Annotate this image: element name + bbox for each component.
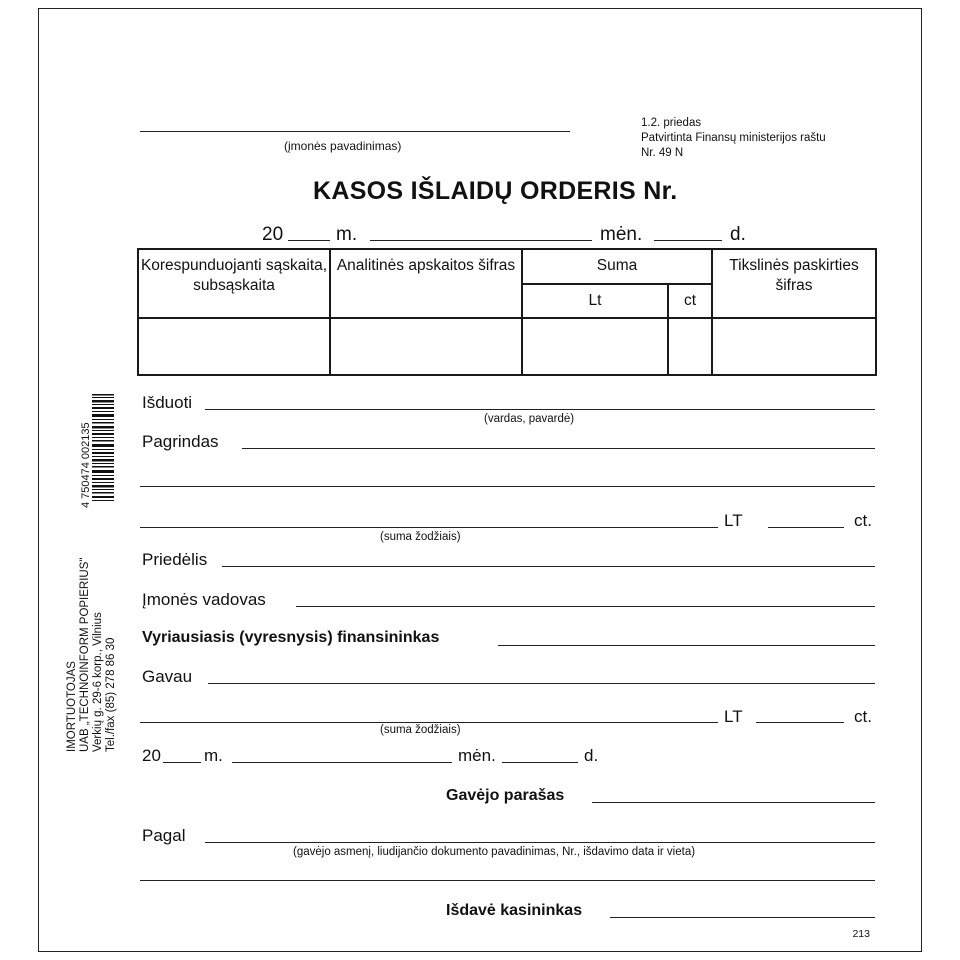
signature-label: Gavėjo parašas: [446, 787, 565, 804]
director-line[interactable]: [296, 606, 875, 607]
date2-year-prefix: 20: [142, 746, 161, 765]
issued-line[interactable]: [205, 409, 875, 410]
printer-address: Verkių g. 29-6 korp., Vilnius: [92, 612, 104, 752]
signature-line[interactable]: [592, 802, 875, 803]
number-ref-label: Nr. 49 N: [641, 147, 684, 159]
per-caption: (gavėjo asmenį, liudijančio dokumento pavadinimas, Nr., išdavimo data ir vieta): [293, 846, 696, 858]
sum-words-line[interactable]: [140, 527, 718, 528]
date2-day-label: d.: [584, 746, 599, 765]
sum-words-line-2[interactable]: [140, 722, 718, 723]
printer-company: UAB „TECHNOINFORM POPIERIUS": [79, 557, 91, 752]
cell-sum-ct[interactable]: [668, 318, 712, 375]
date2-day-line[interactable]: [502, 762, 578, 763]
cell-analytic-code[interactable]: [330, 318, 522, 375]
date-year-suffix: m.: [336, 224, 358, 245]
basis-label: Pagrindas: [142, 432, 219, 451]
approved-label: Patvirtinta Finansų ministerijos raštu: [641, 132, 826, 144]
basis-line-2[interactable]: [140, 486, 875, 487]
printer-phone: Tel./fax (85) 278 86 30: [105, 637, 117, 752]
barcode-digits: 4 750474 002135: [80, 422, 92, 508]
per-line-2[interactable]: [140, 880, 875, 881]
form-page: [38, 8, 922, 952]
header-corr-account: Korespunduojanti sąskaita, subsąskaita: [138, 249, 330, 318]
header-sum-ct: ct: [668, 284, 712, 319]
sum-words-caption-2: (suma žodžiais): [380, 724, 461, 736]
per-label: Pagal: [142, 826, 186, 845]
date-day-line[interactable]: [654, 240, 722, 241]
header-analytic-code: Analitinės apskaitos šifras: [330, 249, 522, 318]
cell-sum-lt[interactable]: [522, 318, 668, 375]
attachment-line[interactable]: [222, 566, 875, 567]
annex-label: 1.2. priedas: [641, 117, 702, 129]
date-year-line[interactable]: [288, 240, 330, 241]
cell-corr-account[interactable]: [138, 318, 330, 375]
per-line[interactable]: [205, 842, 875, 843]
header-purpose-code: Tikslinės paskirties šifras: [712, 249, 876, 318]
page-title: KASOS IŠLAIDŲ ORDERIS Nr.: [313, 177, 678, 205]
cashier-label: Išdavė kasininkas: [446, 902, 583, 919]
date-day-label: d.: [730, 224, 746, 245]
director-label: Įmonės vadovas: [142, 590, 266, 609]
date-year-prefix: 20: [262, 224, 284, 245]
basis-line[interactable]: [242, 448, 875, 449]
lt-label: LT: [724, 511, 743, 530]
header-sum-lt: Lt: [522, 284, 668, 319]
date-month-label: mėn.: [600, 224, 643, 245]
date-month-line[interactable]: [370, 240, 592, 241]
date2-month-line[interactable]: [232, 762, 452, 763]
page-number: 213: [852, 928, 870, 940]
sum-words-caption: (suma žodžiais): [380, 531, 461, 543]
header-sum: Suma: [522, 249, 712, 284]
date2-year-suffix: m.: [204, 746, 223, 765]
company-caption: (įmonės pavadinimas): [284, 139, 402, 153]
received-label: Gavau: [142, 667, 193, 686]
ct-amount-line-2[interactable]: [756, 722, 844, 723]
date2-month-label: mėn.: [458, 746, 496, 765]
accounts-table: [137, 248, 877, 376]
ct-label-2: ct.: [854, 707, 872, 726]
printer-name: IMORTUOTOJAS: [66, 661, 78, 752]
cashier-line[interactable]: [610, 917, 875, 918]
ct-label: ct.: [854, 511, 872, 530]
cell-purpose-code[interactable]: [712, 318, 876, 375]
lt-label-2: LT: [724, 707, 743, 726]
issued-label: Išduoti: [142, 393, 193, 412]
company-name-line[interactable]: [140, 131, 570, 132]
received-line[interactable]: [208, 683, 875, 684]
date2-year-line[interactable]: [163, 762, 201, 763]
ct-amount-line[interactable]: [768, 527, 844, 528]
issued-caption: (vardas, pavardė): [484, 413, 575, 425]
chief-fin-line[interactable]: [498, 645, 875, 646]
chief-fin-label: Vyriausiasis (vyresnysis) finansininkas: [142, 629, 440, 646]
attachment-label: Priedėlis: [142, 550, 208, 569]
